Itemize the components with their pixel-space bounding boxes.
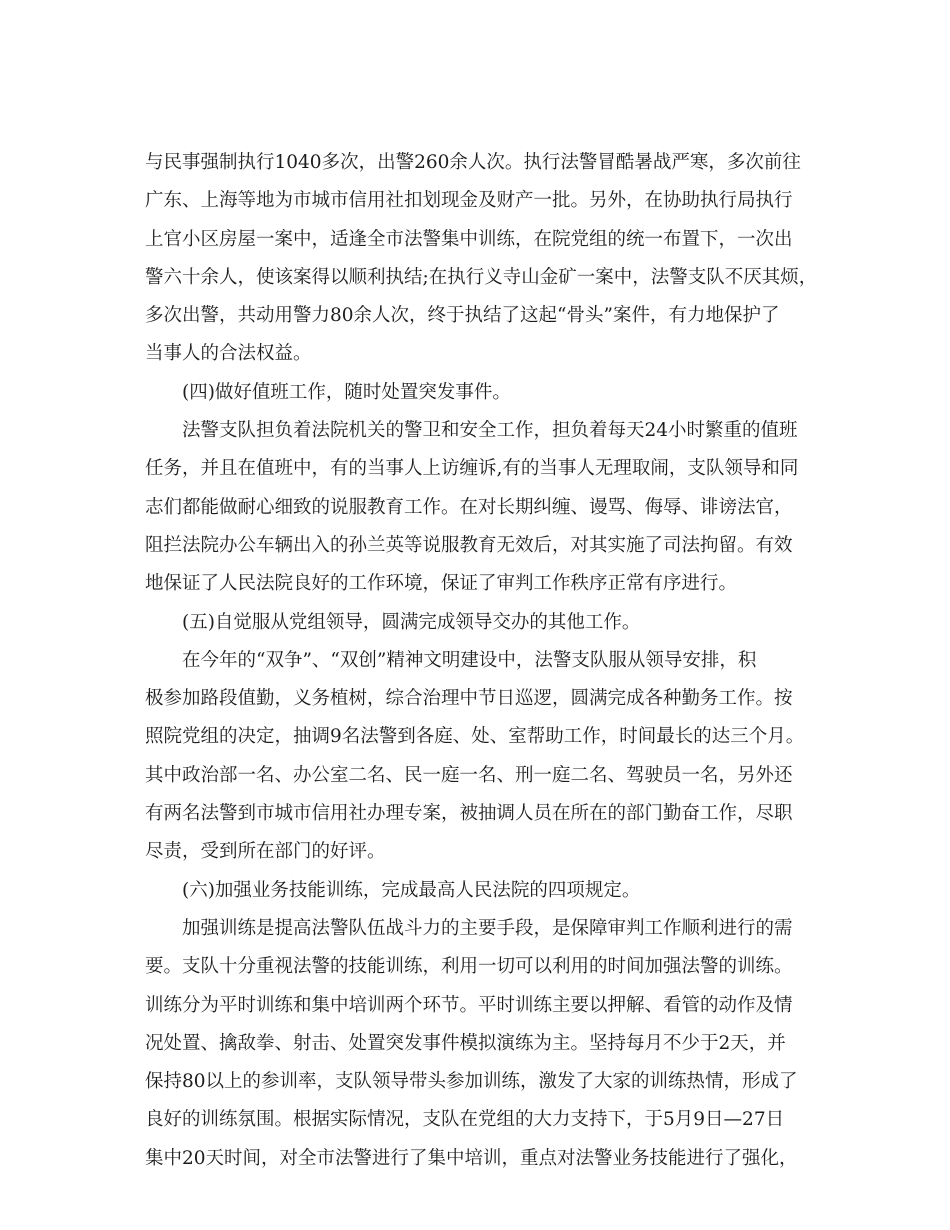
text-line: 训练分为平时训练和集中培训两个环节。平时训练主要以押解、看管的动作及情 — [145, 994, 793, 1016]
text-line: 任务，并且在值班中，有的当事人上访缠诉,有的当事人无理取闹，支队领导和同 — [145, 458, 799, 480]
text-line: 要。支队十分重视法警的技能训练，利用一切可以利用的时间加强法警的训练。 — [145, 956, 793, 978]
text-line: 法警支队担负着法院机关的警卫和安全工作，担负着每天24小时繁重的值班 — [182, 420, 798, 442]
text-line: 上官小区房屋一案中，适逢全市法警集中训练，在院党组的统一布置下，一次出 — [145, 228, 793, 250]
text-line: 广东、上海等地为市城市信用社扣划现金及财产一批。另外，在协助执行局执行 — [145, 190, 793, 212]
text-line: (六)加强业务技能训练，完成最高人民法院的四项规定。 — [182, 879, 641, 901]
text-line: 极参加路段值勤，义务植树，综合治理中节日巡逻，圆满完成各种勤务工作。按 — [145, 688, 793, 710]
text-line: 有两名法警到市城市信用社办理专案，被抽调人员在所在的部门勤奋工作，尽职 — [145, 803, 793, 825]
text-line: 地保证了人民法院良好的工作环境，保证了审判工作秩序正常有序进行。 — [145, 573, 738, 595]
text-line: 尽责，受到所在部门的好评。 — [145, 841, 386, 863]
text-line: 在今年的“双争”、“双创”精神文明建设中，法警支队服从领导安排，积 — [182, 649, 757, 671]
text-line: 志们都能做耐心细致的说服教育工作。在对长期纠缠、谩骂、侮辱、诽谤法官， — [145, 496, 793, 518]
text-line: 加强训练是提高法警队伍战斗力的主要手段，是保障审判工作顺利进行的需 — [182, 917, 793, 939]
text-line: (五)自觉服从党组领导，圆满完成领导交办的其他工作。 — [182, 611, 641, 633]
text-line: 多次出警，共动用警力80余人次，终于执结了这起“骨头”案件，有力地保护了 — [145, 305, 780, 327]
text-line: 当事人的合法权益。 — [145, 343, 312, 365]
text-line: 阻拦法院办公车辆出入的孙兰英等说服教育无效后，对其实施了司法拘留。有效 — [145, 534, 793, 556]
text-line: 集中20天时间，对全市法警进行了集中培训，重点对法警业务技能进行了强化， — [145, 1147, 798, 1169]
text-line: 保持80以上的参训率，支队领导带头参加训练，激发了大家的训练热情，形成了 — [145, 1071, 798, 1093]
text-line: (四)做好值班工作，随时处置突发事件。 — [182, 381, 511, 403]
document-body — [145, 144, 825, 1178]
text-line: 良好的训练氛围。根据实际情况，支队在党组的大力支持下，于5月9日—27日 — [145, 1109, 785, 1131]
text-line: 其中政治部一名、办公室二名、民一庭一名、刑一庭二名、驾驶员一名，另外还 — [145, 764, 793, 786]
text-line: 警六十余人，使该案得以顺利执结;在执行义寺山金矿一案中，法警支队不厌其烦， — [145, 266, 818, 288]
text-line: 照院党组的决定，抽调9名法警到各庭、处、室帮助工作，时间最长的达三个月。 — [145, 726, 805, 748]
text-line: 与民事强制执行1040多次，出警260余人次。执行法警冒酷暑战严寒，多次前往 — [145, 152, 801, 173]
text-line: 况处置、擒敌拳、射击、处置突发事件模拟演练为主。坚持每月不少于2天，并 — [145, 1032, 786, 1054]
